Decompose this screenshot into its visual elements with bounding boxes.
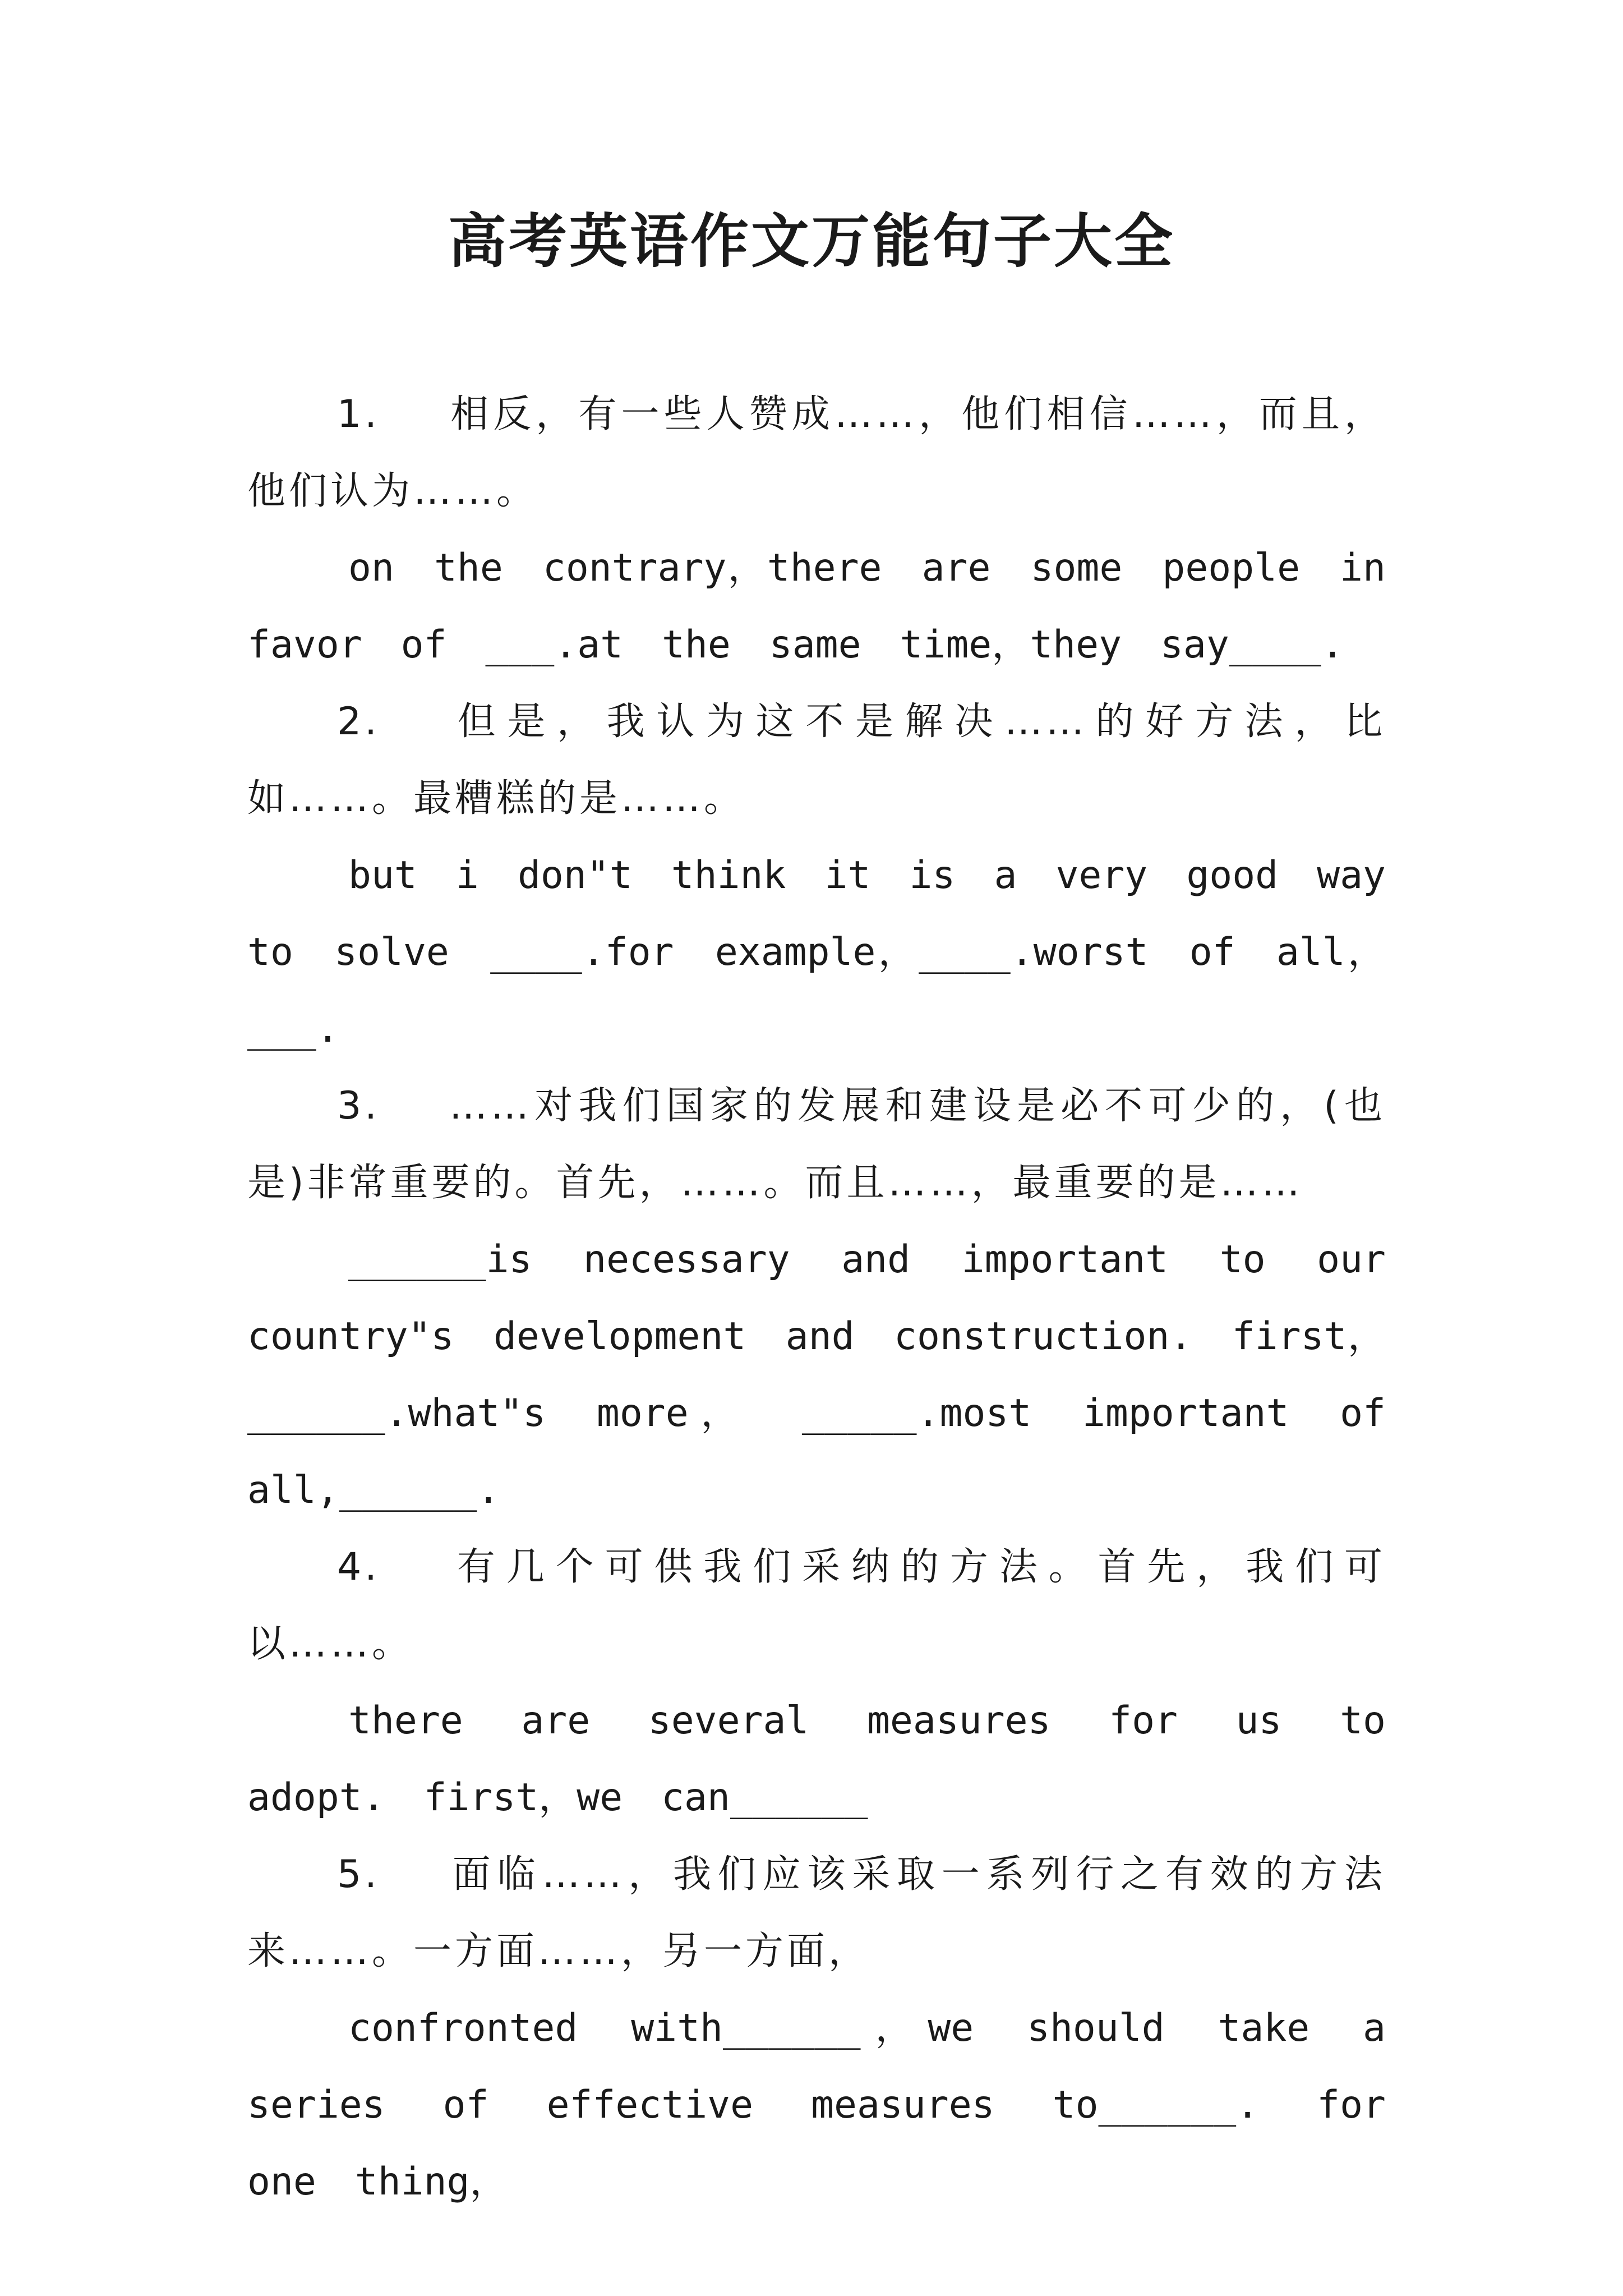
item-4-chinese xyxy=(247,1529,1386,1682)
item-2-english: but i don"t think it is a very good way to solve ____.for example，____.worst of all，___. xyxy=(247,853,1386,1051)
item-3-chinese-text: ……对我们国家的发展和建设是必不可少的，(也是)非常重要的。首先，……。而且……，最重要的是…… xyxy=(247,1084,1386,1205)
item-4-chinese-text: 有几个可供我们采纳的方法。首先，我们可以……。 xyxy=(247,1545,1386,1666)
item-5-chinese-text: 面临……，我们应该采取一系列行之有效的方法来……。一方面……，另一方面， xyxy=(247,1852,1386,1973)
document-title: 高考英语作文万能句子大全 xyxy=(448,206,1175,275)
item-1-chinese xyxy=(247,376,1386,530)
item-4-number: 4. xyxy=(337,1545,380,1589)
item-5-chinese xyxy=(247,1836,1386,1990)
item-1-english: on the contrary，there are some people in favor of ___.at the same time，they say____. xyxy=(247,546,1386,667)
document-body xyxy=(247,376,1386,2220)
item-1-number: 1. xyxy=(337,392,380,436)
item-2-chinese xyxy=(247,683,1386,837)
item-3-number: 3. xyxy=(337,1084,380,1128)
item-3-chinese xyxy=(247,1068,1386,1221)
item-4-english: there are several measures for us to adopt. first，we can______ xyxy=(247,1699,1386,1820)
item-5-number: 5. xyxy=(337,1852,380,1897)
item-1-chinese-text: 相反，有一些人赞成……，他们相信……，而且，他们认为……。 xyxy=(247,392,1386,513)
item-5-english: confronted with______，we should take a series of effective measures to______. for one thing， xyxy=(247,2006,1386,2204)
item-2-chinese-text: 但是，我认为这不是解决……的好方法，比如……。最糟糕的是……。 xyxy=(247,700,1386,821)
item-3-english: ______is necessary and important to our country"s development and construction. first，______.what"s more， _____.most important of all,______. xyxy=(247,1237,1386,1512)
item-2-number: 2. xyxy=(337,700,380,744)
